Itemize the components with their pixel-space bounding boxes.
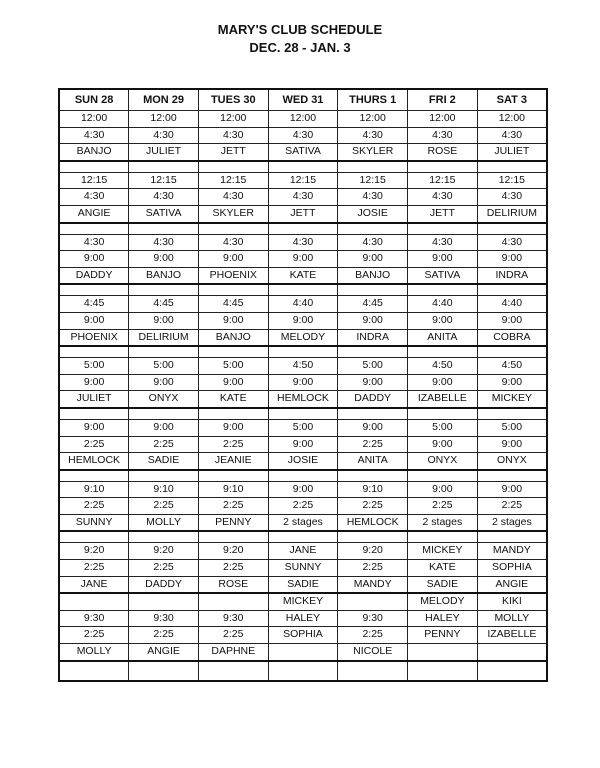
schedule-cell	[477, 644, 547, 661]
schedule-cell: SADIE	[268, 576, 338, 593]
final-block-row	[59, 610, 547, 627]
schedule-cell	[338, 593, 408, 610]
schedule-cell: HEMLOCK	[338, 514, 408, 531]
spacer-row	[59, 161, 547, 173]
schedule-date-range: DEC. 28 - JAN. 3	[249, 40, 351, 55]
schedule-cell: 4:30	[268, 234, 338, 251]
schedule-cell: KATE	[408, 560, 478, 577]
final-block-row	[59, 627, 547, 644]
schedule-cell: MICKEY	[268, 593, 338, 610]
schedule-cell: 4:30	[129, 234, 199, 251]
schedule-cell: 2:25	[198, 436, 268, 453]
schedule-cell: MOLLY	[129, 514, 199, 531]
schedule-cell: ONYX	[408, 453, 478, 470]
schedule-cell: 9:00	[268, 436, 338, 453]
schedule-cell: 5:00	[477, 419, 547, 436]
schedule-cell: BANJO	[129, 267, 199, 284]
schedule-cell: DELIRIUM	[477, 205, 547, 222]
schedule-cell: THURS 1	[338, 89, 408, 111]
schedule-cell: 9:00	[59, 312, 129, 329]
schedule-cell: 9:00	[338, 374, 408, 391]
schedule-cell: DELIRIUM	[129, 329, 199, 346]
schedule-cell: MELODY	[408, 593, 478, 610]
schedule-cell: JETT	[198, 144, 268, 161]
schedule-cell: PHOENIX	[198, 267, 268, 284]
schedule-cell: NICOLE	[338, 644, 408, 661]
time-row	[59, 374, 547, 391]
schedule-cell: 2:25	[338, 560, 408, 577]
schedule-cell: 9:10	[338, 481, 408, 498]
schedule-cell: 9:00	[408, 436, 478, 453]
spacer-row	[59, 284, 547, 296]
schedule-cell: 9:00	[268, 251, 338, 268]
time-row	[59, 419, 547, 436]
schedule-cell: 2:25	[129, 498, 199, 515]
schedule-cell: SADIE	[408, 576, 478, 593]
time-row	[59, 543, 547, 560]
schedule-cell: 4:45	[59, 296, 129, 313]
schedule-cell: 2:25	[59, 498, 129, 515]
schedule-cell: 12:15	[408, 172, 478, 189]
time-row	[59, 189, 547, 206]
schedule-cell: FRI 2	[408, 89, 478, 111]
schedule-cell: SOPHIA	[477, 560, 547, 577]
schedule-cell: 4:50	[268, 358, 338, 375]
schedule-cell: JETT	[268, 205, 338, 222]
time-row	[59, 312, 547, 329]
schedule-cell: 12:00	[477, 111, 547, 128]
schedule-cell: COBRA	[477, 329, 547, 346]
schedule-cell: 4:30	[408, 189, 478, 206]
schedule-cell: JETT	[408, 205, 478, 222]
time-row	[59, 560, 547, 577]
schedule-cell: 9:00	[408, 312, 478, 329]
schedule-cell: 9:00	[198, 312, 268, 329]
schedule-cell: 9:00	[477, 312, 547, 329]
schedule-cell: MELODY	[268, 329, 338, 346]
schedule-cell: 4:30	[198, 127, 268, 144]
schedule-cell: JANE	[268, 543, 338, 560]
schedule-cell: 4:40	[268, 296, 338, 313]
schedule-cell: IZABELLE	[477, 627, 547, 644]
schedule-cell: 9:00	[338, 251, 408, 268]
schedule-cell: 2 stages	[408, 514, 478, 531]
performer-row	[59, 144, 547, 161]
schedule-cell: 2:25	[338, 627, 408, 644]
schedule-cell: INDRA	[477, 267, 547, 284]
schedule-cell: 9:00	[477, 436, 547, 453]
schedule-cell: SUNNY	[268, 560, 338, 577]
schedule-cell: 9:00	[338, 312, 408, 329]
schedule-cell: 12:00	[59, 111, 129, 128]
schedule-cell: 9:20	[198, 543, 268, 560]
performer-row	[59, 205, 547, 222]
schedule-cell: 9:20	[59, 543, 129, 560]
schedule-cell: 9:00	[408, 374, 478, 391]
schedule-cell: DADDY	[338, 391, 408, 408]
schedule-cell: 4:30	[59, 234, 129, 251]
schedule-cell: HALEY	[268, 610, 338, 627]
time-row	[59, 436, 547, 453]
schedule-cell: 4:30	[477, 127, 547, 144]
schedule-cell: 9:00	[198, 251, 268, 268]
schedule-cell: 9:00	[59, 251, 129, 268]
schedule-cell: 4:40	[408, 296, 478, 313]
schedule-cell: BANJO	[59, 144, 129, 161]
time-row	[59, 234, 547, 251]
schedule-cell: 2 stages	[477, 514, 547, 531]
schedule-cell: SADIE	[129, 453, 199, 470]
schedule-cell: ANGIE	[477, 576, 547, 593]
schedule-cell: 9:00	[268, 312, 338, 329]
schedule-cell: JANE	[59, 576, 129, 593]
schedule-cell: 9:00	[198, 419, 268, 436]
schedule-cell: SOPHIA	[268, 627, 338, 644]
schedule-cell: KATE	[268, 267, 338, 284]
schedule-cell: 4:30	[338, 234, 408, 251]
schedule-cell: ROSE	[198, 576, 268, 593]
schedule-cell: PENNY	[198, 514, 268, 531]
schedule-cell: SATIVA	[129, 205, 199, 222]
schedule-cell: 2:25	[59, 627, 129, 644]
spacer-row	[59, 470, 547, 482]
schedule-cell: 9:30	[198, 610, 268, 627]
schedule-cell: 9:20	[338, 543, 408, 560]
schedule-cell: SKYLER	[338, 144, 408, 161]
schedule-cell: 4:30	[408, 234, 478, 251]
schedule-cell	[129, 593, 199, 610]
schedule-cell: 9:00	[129, 312, 199, 329]
schedule-cell: 5:00	[338, 358, 408, 375]
schedule-cell: MON 29	[129, 89, 199, 111]
schedule-cell: BANJO	[198, 329, 268, 346]
schedule-cell: SAT 3	[477, 89, 547, 111]
schedule-cell: ONYX	[129, 391, 199, 408]
schedule-cell: DADDY	[59, 267, 129, 284]
schedule-cell: 5:00	[408, 419, 478, 436]
schedule-cell: 9:30	[338, 610, 408, 627]
spacer-row	[59, 661, 547, 681]
performer-row	[59, 267, 547, 284]
schedule-cell: 12:15	[129, 172, 199, 189]
time-row	[59, 172, 547, 189]
schedule-cell	[408, 644, 478, 661]
schedule-cell: 4:45	[338, 296, 408, 313]
schedule-cell: 4:50	[408, 358, 478, 375]
schedule-cell: IZABELLE	[408, 391, 478, 408]
performer-row	[59, 576, 547, 593]
schedule-cell: JOSIE	[338, 205, 408, 222]
schedule-cell: 9:30	[59, 610, 129, 627]
schedule-cell: 9:10	[59, 481, 129, 498]
schedule-cell: 9:00	[338, 419, 408, 436]
schedule-cell: WED 31	[268, 89, 338, 111]
performer-row	[59, 453, 547, 470]
schedule-cell: 4:30	[59, 189, 129, 206]
time-row	[59, 251, 547, 268]
schedule-cell: 9:00	[477, 374, 547, 391]
schedule-cell: DADDY	[129, 576, 199, 593]
schedule-cell: 4:30	[338, 127, 408, 144]
schedule-cell: ROSE	[408, 144, 478, 161]
spacer-row	[59, 346, 547, 358]
schedule-cell: 9:00	[408, 481, 478, 498]
schedule-cell: 9:00	[129, 419, 199, 436]
schedule-cell: 4:30	[129, 189, 199, 206]
schedule-cell: SUNNY	[59, 514, 129, 531]
time-row	[59, 127, 547, 144]
schedule-cell: SKYLER	[198, 205, 268, 222]
performer-row	[59, 329, 547, 346]
schedule-cell: 4:30	[477, 234, 547, 251]
schedule-cell: 4:45	[198, 296, 268, 313]
schedule-cell: JOSIE	[268, 453, 338, 470]
final-block-row	[59, 593, 547, 610]
time-row	[59, 358, 547, 375]
performer-row	[59, 391, 547, 408]
schedule-cell: 9:00	[477, 251, 547, 268]
schedule-cell: 9:20	[129, 543, 199, 560]
schedule-cell: 9:30	[129, 610, 199, 627]
schedule-cell: 12:15	[198, 172, 268, 189]
schedule-cell: ANGIE	[59, 205, 129, 222]
schedule-cell: SATIVA	[408, 267, 478, 284]
schedule-cell: 4:30	[59, 127, 129, 144]
schedule-cell: MOLLY	[477, 610, 547, 627]
spacer-row	[59, 223, 547, 235]
schedule-cell: ANITA	[338, 453, 408, 470]
schedule-cell: JEANIE	[198, 453, 268, 470]
schedule-cell: 9:00	[477, 481, 547, 498]
schedule-cell: 4:30	[477, 189, 547, 206]
schedule-cell: 12:00	[338, 111, 408, 128]
schedule-cell: 5:00	[59, 358, 129, 375]
schedule-table	[58, 88, 548, 682]
schedule-cell: HALEY	[408, 610, 478, 627]
schedule-cell: 4:30	[408, 127, 478, 144]
schedule-cell: PENNY	[408, 627, 478, 644]
schedule-cell: 12:00	[268, 111, 338, 128]
schedule-cell: 9:00	[59, 374, 129, 391]
schedule-cell: 9:00	[129, 374, 199, 391]
schedule-cell: 2:25	[59, 560, 129, 577]
schedule-cell: 9:00	[268, 374, 338, 391]
schedule-cell: 9:00	[59, 419, 129, 436]
schedule-cell: ANGIE	[129, 644, 199, 661]
schedule-cell: MOLLY	[59, 644, 129, 661]
spacer-row	[59, 531, 547, 543]
schedule-cell: 5:00	[129, 358, 199, 375]
schedule-cell: 2:25	[198, 498, 268, 515]
schedule-title: MARY'S CLUB SCHEDULE	[217, 22, 383, 37]
schedule-cell: KATE	[198, 391, 268, 408]
schedule-cell	[198, 593, 268, 610]
final-block-row	[59, 644, 547, 661]
schedule-cell: 4:40	[477, 296, 547, 313]
schedule-cell: BANJO	[338, 267, 408, 284]
schedule-cell: JULIET	[59, 391, 129, 408]
schedule-cell: 12:00	[198, 111, 268, 128]
schedule-cell: 12:15	[477, 172, 547, 189]
schedule-cell: 4:45	[129, 296, 199, 313]
schedule-cell: 2:25	[477, 498, 547, 515]
schedule-cell: 12:15	[268, 172, 338, 189]
schedule-cell: 9:00	[198, 374, 268, 391]
schedule-cell: 12:15	[59, 172, 129, 189]
schedule-cell: 2:25	[268, 498, 338, 515]
schedule-cell: MANDY	[338, 576, 408, 593]
schedule-cell: 2:25	[338, 436, 408, 453]
schedule-cell: KIKI	[477, 593, 547, 610]
schedule-cell: ONYX	[477, 453, 547, 470]
schedule-cell: 2 stages	[268, 514, 338, 531]
schedule-cell	[59, 593, 129, 610]
schedule-cell: SATIVA	[268, 144, 338, 161]
schedule-cell: SUN 28	[59, 89, 129, 111]
schedule-cell: 12:15	[338, 172, 408, 189]
schedule-cell: TUES 30	[198, 89, 268, 111]
schedule-cell: 4:30	[268, 189, 338, 206]
schedule-cell: 2:25	[408, 498, 478, 515]
schedule-cell: 4:30	[268, 127, 338, 144]
schedule-cell: 12:00	[129, 111, 199, 128]
schedule-cell: MANDY	[477, 543, 547, 560]
schedule-cell: 4:30	[198, 234, 268, 251]
schedule-cell: 12:00	[408, 111, 478, 128]
day-header-row	[59, 89, 547, 111]
schedule-cell: 2:25	[198, 627, 268, 644]
schedule-cell: 2:25	[338, 498, 408, 515]
schedule-cell: JULIET	[477, 144, 547, 161]
time-row	[59, 481, 547, 498]
time-row	[59, 498, 547, 515]
time-row	[59, 296, 547, 313]
schedule-cell: MICKEY	[408, 543, 478, 560]
schedule-cell: 5:00	[268, 419, 338, 436]
schedule-cell: HEMLOCK	[59, 453, 129, 470]
schedule-cell: 2:25	[129, 436, 199, 453]
schedule-cell: 5:00	[198, 358, 268, 375]
schedule-cell: 2:25	[129, 560, 199, 577]
schedule-cell: 4:50	[477, 358, 547, 375]
schedule-cell: JULIET	[129, 144, 199, 161]
schedule-cell: 2:25	[198, 560, 268, 577]
schedule-cell: 2:25	[129, 627, 199, 644]
schedule-cell: 9:10	[129, 481, 199, 498]
performer-row	[59, 514, 547, 531]
schedule-cell: 9:10	[198, 481, 268, 498]
schedule-cell: 4:30	[338, 189, 408, 206]
schedule-cell: 4:30	[129, 127, 199, 144]
schedule-cell: 2:25	[59, 436, 129, 453]
schedule-cell: 9:00	[408, 251, 478, 268]
schedule-cell: DAPHNE	[198, 644, 268, 661]
time-row	[59, 111, 547, 128]
schedule-cell: HEMLOCK	[268, 391, 338, 408]
schedule-cell	[268, 644, 338, 661]
spacer-row	[59, 408, 547, 420]
schedule-cell: ANITA	[408, 329, 478, 346]
schedule-cell: PHOENIX	[59, 329, 129, 346]
schedule-cell: 4:30	[198, 189, 268, 206]
schedule-cell: MICKEY	[477, 391, 547, 408]
schedule-cell: INDRA	[338, 329, 408, 346]
schedule-cell: 9:00	[129, 251, 199, 268]
schedule-cell: 9:00	[268, 481, 338, 498]
